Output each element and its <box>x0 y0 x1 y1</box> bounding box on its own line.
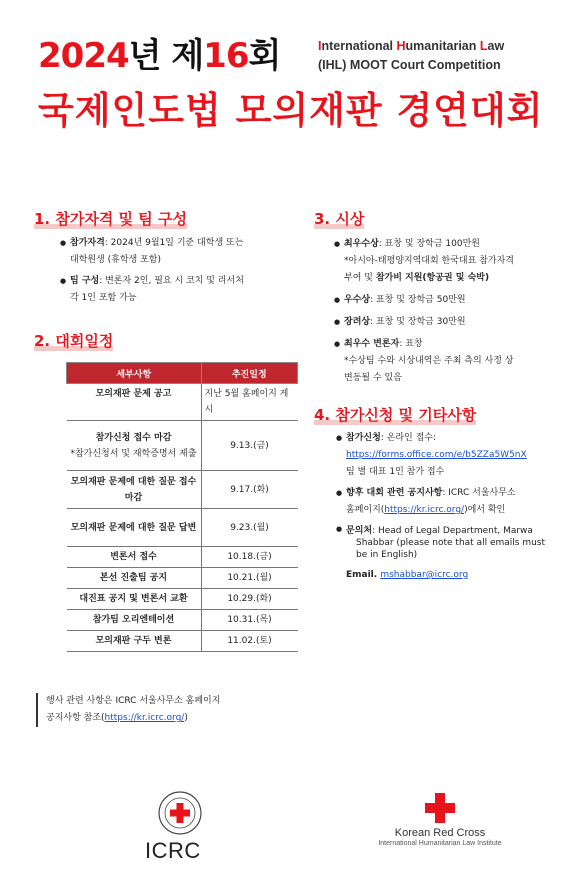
award-third <box>334 314 574 331</box>
footer-note <box>36 693 220 727</box>
footer-link[interactable]: https://kr.icrc.org/ <box>104 713 185 723</box>
icrc-homepage-link[interactable]: https://kr.icrc.org/ <box>384 505 465 515</box>
edition-number: 16 <box>203 36 249 76</box>
schedule-date: 11.02.(토) <box>201 631 298 652</box>
notice-label: 향후 대회 관련 공지사항 <box>346 488 443 498</box>
table-row <box>67 471 298 509</box>
table-row <box>67 589 298 610</box>
section-2-title: 2. 대회일정 <box>34 332 114 350</box>
icrc-logo <box>145 790 215 864</box>
table-row <box>67 610 298 631</box>
email-link[interactable]: mshabbar@icrc.org <box>380 570 469 580</box>
award-third-text: : 표창 및 장학금 30만원 <box>370 317 466 327</box>
schedule-col-date: 추진일정 <box>201 363 298 384</box>
contact-text: : Head of Legal Department, Marwa <box>372 526 533 536</box>
schedule-detail: 모의재판 문제 공고 <box>67 384 202 421</box>
schedule-date: 9.17.(화) <box>201 471 298 509</box>
contact-text-2: Shabbar (please note that all emails must <box>356 538 546 548</box>
ihl-text-segment: aw <box>487 39 505 53</box>
schedule-date: 10.21.(월) <box>201 568 298 589</box>
award-note-1: *수상팀 수와 시상내역은 주최 측의 사정 상 <box>344 356 514 366</box>
award-first-note <box>334 253 574 287</box>
table-row <box>67 384 298 421</box>
ihl-text-segment: nternational <box>321 39 397 53</box>
red-cross-icon <box>425 793 455 823</box>
award-note-2: 변동될 수 있음 <box>344 373 402 383</box>
email-line <box>336 567 576 584</box>
schedule-date: 10.31.(목) <box>201 610 298 631</box>
edition-suffix: 회 <box>248 36 281 76</box>
award-second <box>334 292 574 309</box>
schedule-detail <box>67 421 202 471</box>
schedule-detail-note: *참가신청서 및 재학증명서 제출 <box>70 448 197 459</box>
schedule-table-wrap <box>66 362 298 652</box>
page-title: 국제인도법 모의재판 경연대회 <box>38 89 544 132</box>
schedule-date: 10.29.(화) <box>201 589 298 610</box>
krc-logo <box>360 793 520 847</box>
award-first-note-1: *아시아-태평양지역대회 한국대표 참가자격 <box>344 256 514 266</box>
schedule-detail: 본선 진출팀 공지 <box>67 568 202 589</box>
team-text: : 변론자 2인, 필요 시 코치 및 리서처 <box>99 276 244 286</box>
award-speaker-text: : 표창 <box>399 339 423 349</box>
notice-item <box>336 485 576 519</box>
schedule-detail: 모의재판 문제에 대한 질문 답변 <box>67 509 202 547</box>
eligibility-text-2: 대학원생 (휴학생 포함) <box>70 255 161 265</box>
team-text-2: 각 1인 포함 가능 <box>70 293 137 303</box>
schedule-detail-main: 참가신청 접수 마감 <box>95 432 172 443</box>
ihl-text-segment: I <box>318 39 322 53</box>
team-label: 팀 구성 <box>70 276 100 286</box>
apply-text: : 온라인 접수: <box>380 433 437 443</box>
schedule-date: 10.18.(금) <box>201 547 298 568</box>
award-speaker <box>334 336 574 353</box>
notice-text: : ICRC 서울사무소 <box>442 488 516 498</box>
table-row <box>67 547 298 568</box>
apply-form-link[interactable]: https://forms.office.com/e/b5ZZa5W5nX <box>346 450 527 460</box>
team-item <box>60 273 290 307</box>
award-second-text: : 표창 및 장학금 50만원 <box>370 295 466 305</box>
contact-item <box>336 523 576 561</box>
ihl-line-2: (IHL) MOOT Court Competition <box>318 58 501 72</box>
ihl-text-segment: H <box>396 39 406 53</box>
section-1-body <box>60 235 290 307</box>
award-first-note-2b: 참가비 지원(항공권 및 숙박) <box>375 273 490 283</box>
schedule-detail: 모의재판 구두 변론 <box>67 631 202 652</box>
table-row <box>67 631 298 652</box>
award-first-label: 최우수상 <box>344 239 379 249</box>
schedule-header-row <box>67 363 298 384</box>
schedule-detail: 참가팀 오리엔테이션 <box>67 610 202 631</box>
year: 2024 <box>38 36 129 76</box>
krc-logo-text: Korean Red Cross <box>394 827 486 839</box>
table-row <box>67 509 298 547</box>
schedule-detail: 변론서 접수 <box>67 547 202 568</box>
schedule-date: 9.13.(금) <box>201 421 298 471</box>
footer-line-1: 행사 관련 사항은 ICRC 서울사무소 홈페이지 <box>46 696 221 706</box>
apply-text-2: 팀 별 대표 1인 참가 접수 <box>346 467 445 477</box>
section-3-title: 3. 시상 <box>314 210 365 228</box>
section-4-title: 4. 참가신청 및 기타사항 <box>314 406 477 424</box>
schedule-detail: 대진표 공지 및 변론서 교환 <box>67 589 202 610</box>
schedule-date: 9.23.(월) <box>201 509 298 547</box>
krc-logo-subtitle: International Humanitarian Law Institute <box>378 840 502 847</box>
award-speaker-label: 최우수 변론자 <box>344 339 400 349</box>
ihl-line-1 <box>318 37 504 56</box>
table-row <box>67 568 298 589</box>
award-first <box>334 236 574 253</box>
notice-text-2a: 홈페이지( <box>346 505 385 515</box>
award-third-label: 장려상 <box>344 317 371 327</box>
award-first-text: : 표창 및 장학금 100만원 <box>378 239 480 249</box>
ihl-text-segment: L <box>479 39 488 53</box>
schedule-col-detail: 세부사항 <box>67 363 202 384</box>
contact-label: 문의처 <box>346 526 373 536</box>
icrc-emblem-icon <box>157 790 203 836</box>
award-note <box>334 353 574 387</box>
notice-text-2b: )에서 확인 <box>464 505 506 515</box>
ihl-text-segment: umanitarian <box>405 39 480 53</box>
footer-line-2b: ) <box>184 713 188 723</box>
apply-label: 참가신청 <box>346 433 381 443</box>
icrc-logo-text: ICRC <box>145 838 201 863</box>
schedule-date: 지난 5월 홈페이지 게시 <box>201 384 298 421</box>
eligibility-text: : 2024년 9월1일 기준 대학생 또는 <box>104 238 244 248</box>
table-row <box>67 421 298 471</box>
footer-line-2a: 공지사항 참조( <box>46 713 105 723</box>
apply-item <box>336 430 576 481</box>
award-second-label: 우수상 <box>344 295 371 305</box>
ihl-competition-name <box>318 37 504 75</box>
email-label: Email. <box>346 570 381 580</box>
contact-text-3: be in English) <box>356 550 418 560</box>
eligibility-item <box>60 235 290 269</box>
eligibility-label: 참가자격 <box>70 238 105 248</box>
schedule-detail: 모의재판 문제에 대한 질문 접수 마감 <box>67 471 202 509</box>
year-suffix: 년 제 <box>128 36 204 76</box>
section-3-body <box>334 236 574 387</box>
award-first-note-2a: 부여 및 <box>344 273 376 283</box>
section-1-title: 1. 참가자격 및 팀 구성 <box>34 210 187 228</box>
section-4-body <box>336 430 576 584</box>
schedule-table <box>66 362 298 652</box>
title-year-edition <box>38 28 280 77</box>
